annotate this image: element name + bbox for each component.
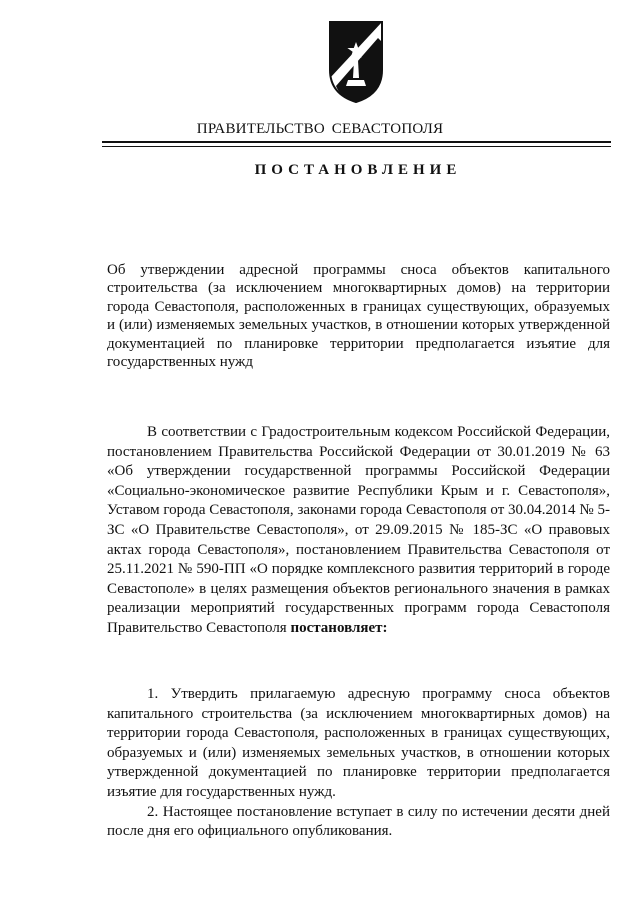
preamble-paragraph [107, 423, 610, 639]
organization-title: ПРАВИТЕЛЬСТВО СЕВАСТОПОЛЯ [196, 121, 444, 137]
document-type-heading: ПОСТАНОВЛЕНИЕ [254, 162, 462, 178]
document-subject: Об утверждении адресной программы сноса объектов капитального строительства (за исключением многоквартирных домов) на территории города Севастополя, расположенных в границах существующих, образуемых и (или) изменяемых земельных участков, в отношении которых утвержденной документацией по планировке территории предполагается изъятие для государственных нужд [107, 262, 610, 371]
resolution-items [107, 685, 610, 842]
preamble-text: В соответствии с Градостроительным кодексом Российской Федерации, постановлением Правительства Российской Федерации от 30.01.2019 № 63 «Об утверждении государственной программы Российской Федерации «Социально-экономическое развитие Республики Крым и г. Севастополя», Уставом города Севастополя, законами города Севастополя от 30.04.2014 № 5-ЗС «О Правительстве Севастополя», от 29.09.2015 № 185-ЗС «О правовых актах города Севастополя», постановлением Правительства Севастополя от 25.11.2021 № 590-ПП «О порядке комплексного развития территорий в городе Севастополе» в целях размещения объектов регионального значения в рамках реализации мероприятий государственных программ города Севастополя Правительство Севастополя [107, 424, 610, 636]
sevastopol-coat-of-arms-icon [326, 18, 386, 104]
resolves-word: постановляет: [290, 619, 388, 636]
resolution-item-2: 2. Настоящее постановление вступает в силу по истечении десяти дней после дня его официального опубликования. [107, 803, 610, 840]
header-rule-thin [102, 146, 611, 147]
resolution-item-1: 1. Утвердить прилагаемую адресную программу сноса объектов капитального строительства (за исключением многоквартирных домов) на территории города Севастополя, расположенных в границах существующих, образуемых и (или) изменяемых земельных участков, в отношении которых утвержденной документацией по планировке территории предполагается изъятие для государственных нужд. [107, 686, 610, 800]
header-rule-thick [102, 141, 611, 143]
